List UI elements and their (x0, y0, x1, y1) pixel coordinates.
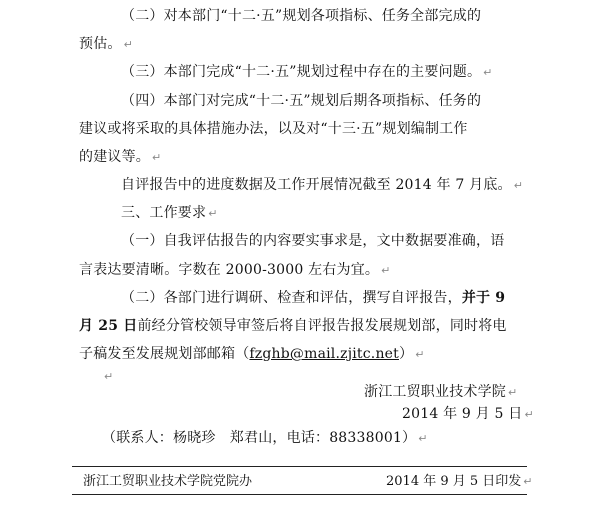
footer-issuer (83, 473, 252, 491)
text: 预估。 (79, 36, 122, 52)
paragraph-line (79, 316, 507, 336)
paragraph-line (79, 344, 425, 365)
footer-issue-date (386, 473, 533, 491)
paragraph-mark-icon: ↵ (381, 264, 391, 277)
paragraph-line (79, 260, 391, 281)
text: 的建议等。 (79, 149, 150, 165)
paragraph-line (121, 288, 505, 308)
paragraph-mark-icon: ↵ (524, 408, 534, 421)
paragraph-mark-icon: ↵ (152, 151, 162, 164)
paragraph-line (79, 34, 133, 55)
empty-paragraph (102, 366, 113, 387)
section-heading (121, 203, 218, 224)
text: 建议或将采取的具体措施办法，以及对“十三·五”规划编制工作 (79, 121, 468, 137)
text: 浙江工贸职业技术学院 (364, 384, 506, 400)
text: （联系人：杨晓珍 郑君山，电话：88338001） (102, 430, 417, 446)
contact-line (102, 428, 428, 449)
footer-bottom-rule (72, 494, 527, 495)
bold-text: 并于 9 (461, 290, 506, 306)
text: 浙江工贸职业技术学院党院办 (83, 474, 253, 489)
paragraph-line (121, 91, 481, 111)
paragraph-mark-icon: ↵ (483, 66, 493, 79)
text: （二）各部门进行调研、检查和评估，撰写自评报告， (121, 290, 462, 306)
paragraph-line (79, 119, 468, 139)
paragraph-mark-icon: ↵ (123, 38, 134, 51)
paragraph-line (79, 147, 161, 168)
paragraph-mark-icon: ↵ (523, 475, 533, 488)
paragraph-mark-icon: ↵ (208, 207, 218, 220)
paragraph-mark-icon: ↵ (104, 370, 114, 383)
text: 三、工作要求 (121, 205, 207, 221)
paragraph-line (121, 175, 523, 196)
text: 子稿发至发展规划部邮箱（ (79, 346, 250, 362)
paragraph-line (121, 6, 481, 26)
text: （一）自我评估报告的内容要实事求是，文中数据要准确，语 (121, 233, 505, 249)
paragraph-mark-icon: ↵ (418, 432, 428, 445)
text: 前经分管校领导审签后将自评报告报发展规划部，同时将电 (137, 318, 507, 334)
text: ） (398, 346, 414, 362)
paragraph-line (121, 62, 493, 83)
text: 2014 年 9 月 5 日印发 (386, 474, 522, 489)
signature-org (364, 382, 517, 403)
paragraph-mark-icon: ↵ (508, 386, 518, 399)
paragraph-mark-icon: ↵ (513, 179, 524, 192)
text: （四）本部门对完成“十二·五”规划后期各项指标、任务的 (121, 93, 482, 109)
text: （二）对本部门“十二·五”规划各项指标、任务全部完成的 (121, 8, 482, 24)
paragraph-line (121, 231, 504, 251)
text: 2014 年 9 月 5 日 (402, 406, 523, 422)
paragraph-mark-icon: ↵ (415, 348, 425, 361)
bold-text: 月 25 日 (79, 318, 138, 334)
email-link[interactable]: fzghb@mail.zjitc.net (249, 346, 399, 362)
text: 言表达要清晰。字数在 2000-3000 左右为宜。 (79, 262, 380, 278)
text: 自评报告中的进度数据及工作开展情况截至 2014 年 7 月底。 (121, 177, 512, 193)
signature-date (402, 404, 534, 425)
footer-top-rule (72, 466, 527, 467)
text: （三）本部门完成“十二·五”规划过程中存在的主要问题。 (121, 64, 482, 80)
